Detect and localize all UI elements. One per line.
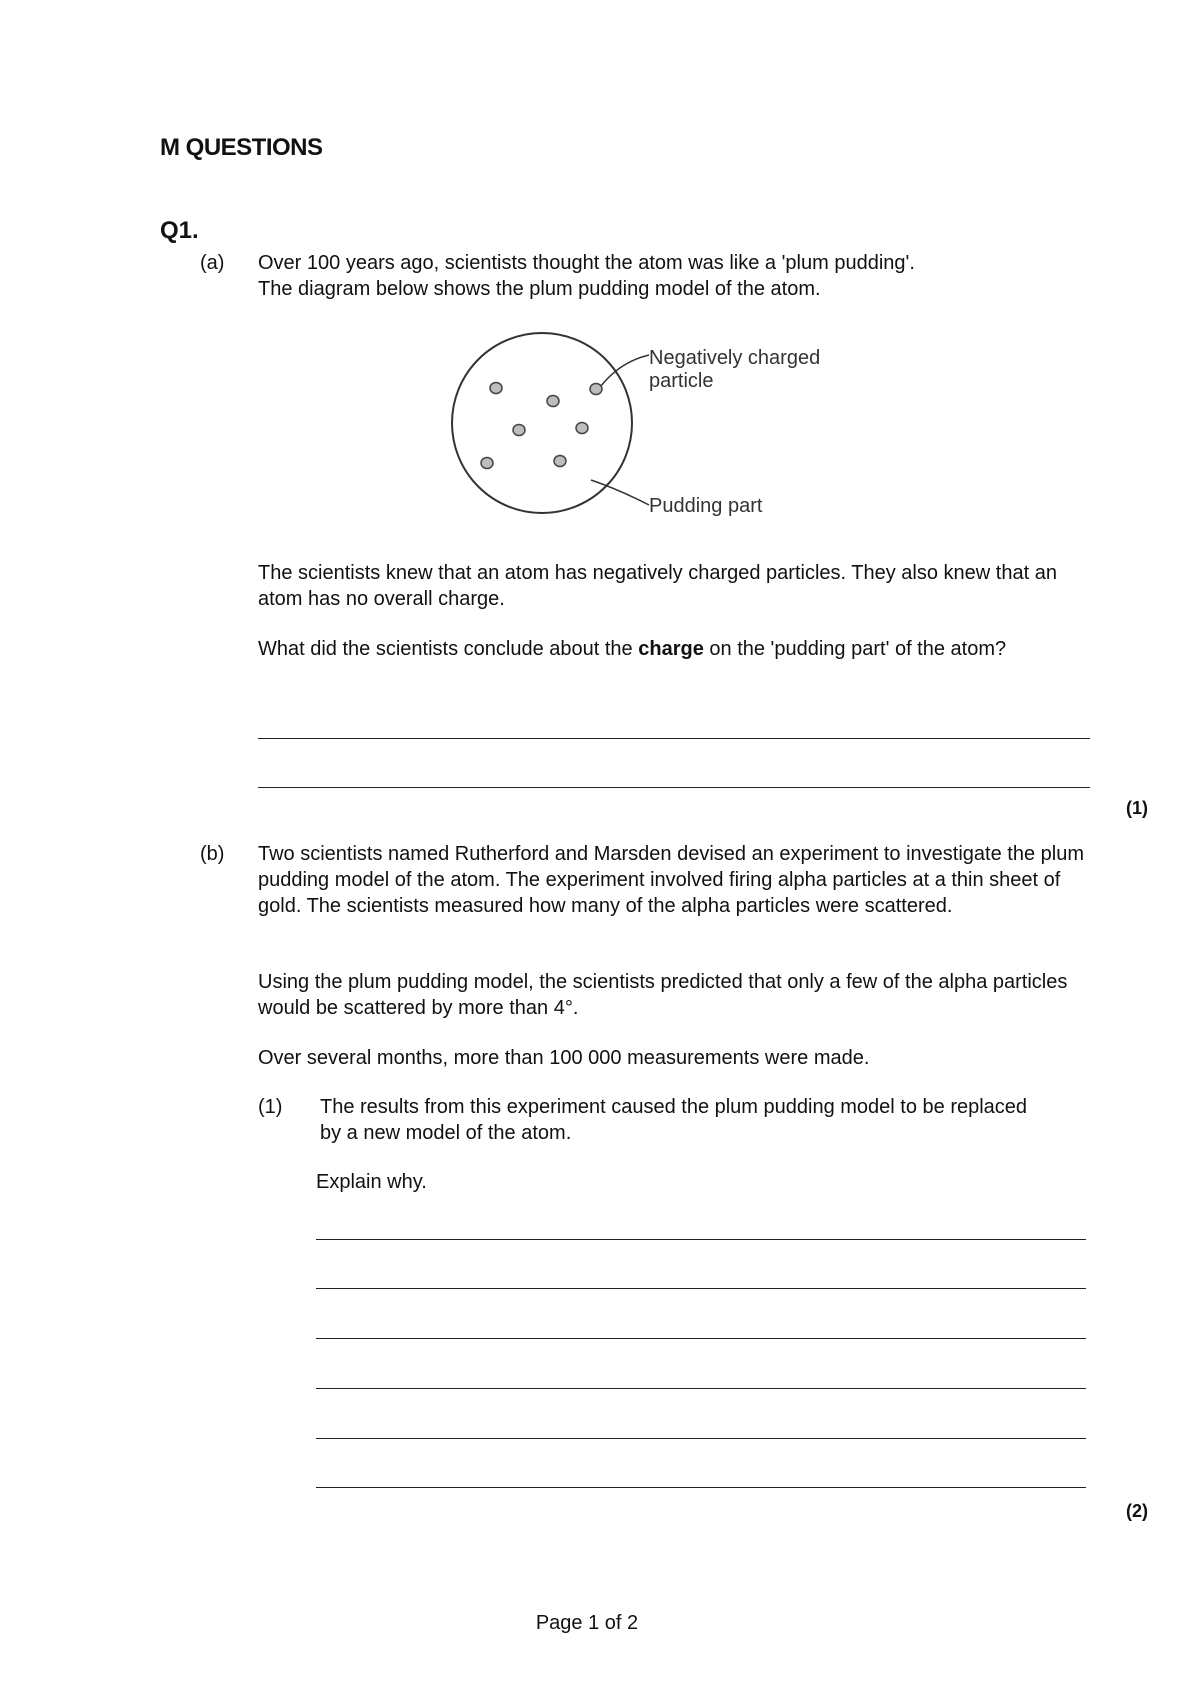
part-a-marks: (1) bbox=[1126, 798, 1148, 818]
answer-line[interactable] bbox=[316, 1239, 1086, 1240]
negative-particles bbox=[481, 383, 602, 469]
part-b-sub1-prompt: Explain why. bbox=[316, 1171, 427, 1193]
part-a-context: The scientists knew that an atom has negatively charged particles. They also knew that an atom has no overall charge. bbox=[258, 562, 1057, 610]
answer-line[interactable] bbox=[316, 1388, 1086, 1389]
page-footer: Page 1 of 2 bbox=[535, 1612, 639, 1634]
answer-line[interactable] bbox=[316, 1487, 1086, 1488]
part-a-label: (a) bbox=[200, 252, 225, 274]
answer-line[interactable] bbox=[258, 738, 1090, 739]
atom-outline bbox=[452, 333, 632, 513]
answer-line[interactable] bbox=[316, 1338, 1086, 1339]
part-a-intro-line1: Over 100 years ago, scientists thought the atom was like a 'plum pudding'. bbox=[258, 252, 915, 274]
part-b-para2: Using the plum pudding model, the scientists predicted that only a few of the alpha particles would be scattered by more than 4°. bbox=[258, 971, 1068, 1019]
label-particle: particle bbox=[649, 370, 714, 392]
part-a-intro bbox=[258, 250, 1108, 302]
answer-line[interactable] bbox=[316, 1438, 1086, 1439]
part-a-question-pre: What did the scientists conclude about the bbox=[258, 638, 639, 660]
answer-line[interactable] bbox=[316, 1288, 1086, 1289]
negative-particle bbox=[554, 456, 566, 467]
page-title: M QUESTIONS bbox=[160, 134, 323, 161]
negative-particle bbox=[547, 396, 559, 407]
label-negatively-charged: Negatively charged bbox=[649, 347, 821, 369]
negative-particle bbox=[513, 425, 525, 436]
part-b-marks: (2) bbox=[1126, 1501, 1148, 1521]
part-b-label: (b) bbox=[200, 843, 225, 865]
negative-particle bbox=[590, 384, 602, 395]
label-pudding-part: Pudding part bbox=[649, 495, 763, 517]
part-b-sub1-label: (1) bbox=[258, 1096, 283, 1118]
part-a-question bbox=[258, 636, 1048, 662]
answer-line[interactable] bbox=[258, 787, 1090, 788]
negative-label-leader bbox=[601, 355, 649, 386]
negative-particle bbox=[481, 458, 493, 469]
plum-pudding-diagram bbox=[430, 320, 850, 530]
part-b-para1: Two scientists named Rutherford and Marsden devised an experiment to investigate the plum pudding model of the atom. The experiment involved firing alpha particles at a thin sheet of gold. The scientists measured how many of the alpha particles were scattered. bbox=[258, 843, 1084, 917]
part-a-question-bold: charge bbox=[638, 638, 704, 660]
part-b-sub1-text: The results from this experiment caused the plum pudding model to be replaced by a new model of the atom. bbox=[320, 1096, 1028, 1144]
negative-particle bbox=[490, 383, 502, 394]
negative-particle bbox=[576, 423, 588, 434]
part-a-intro-line2: The diagram below shows the plum pudding model of the atom. bbox=[258, 278, 821, 300]
part-b-para3: Over several months, more than 100 000 measurements were made. bbox=[258, 1047, 870, 1069]
part-a-question-post: on the 'pudding part' of the atom? bbox=[703, 638, 1007, 660]
question-number: Q1. bbox=[160, 217, 199, 244]
